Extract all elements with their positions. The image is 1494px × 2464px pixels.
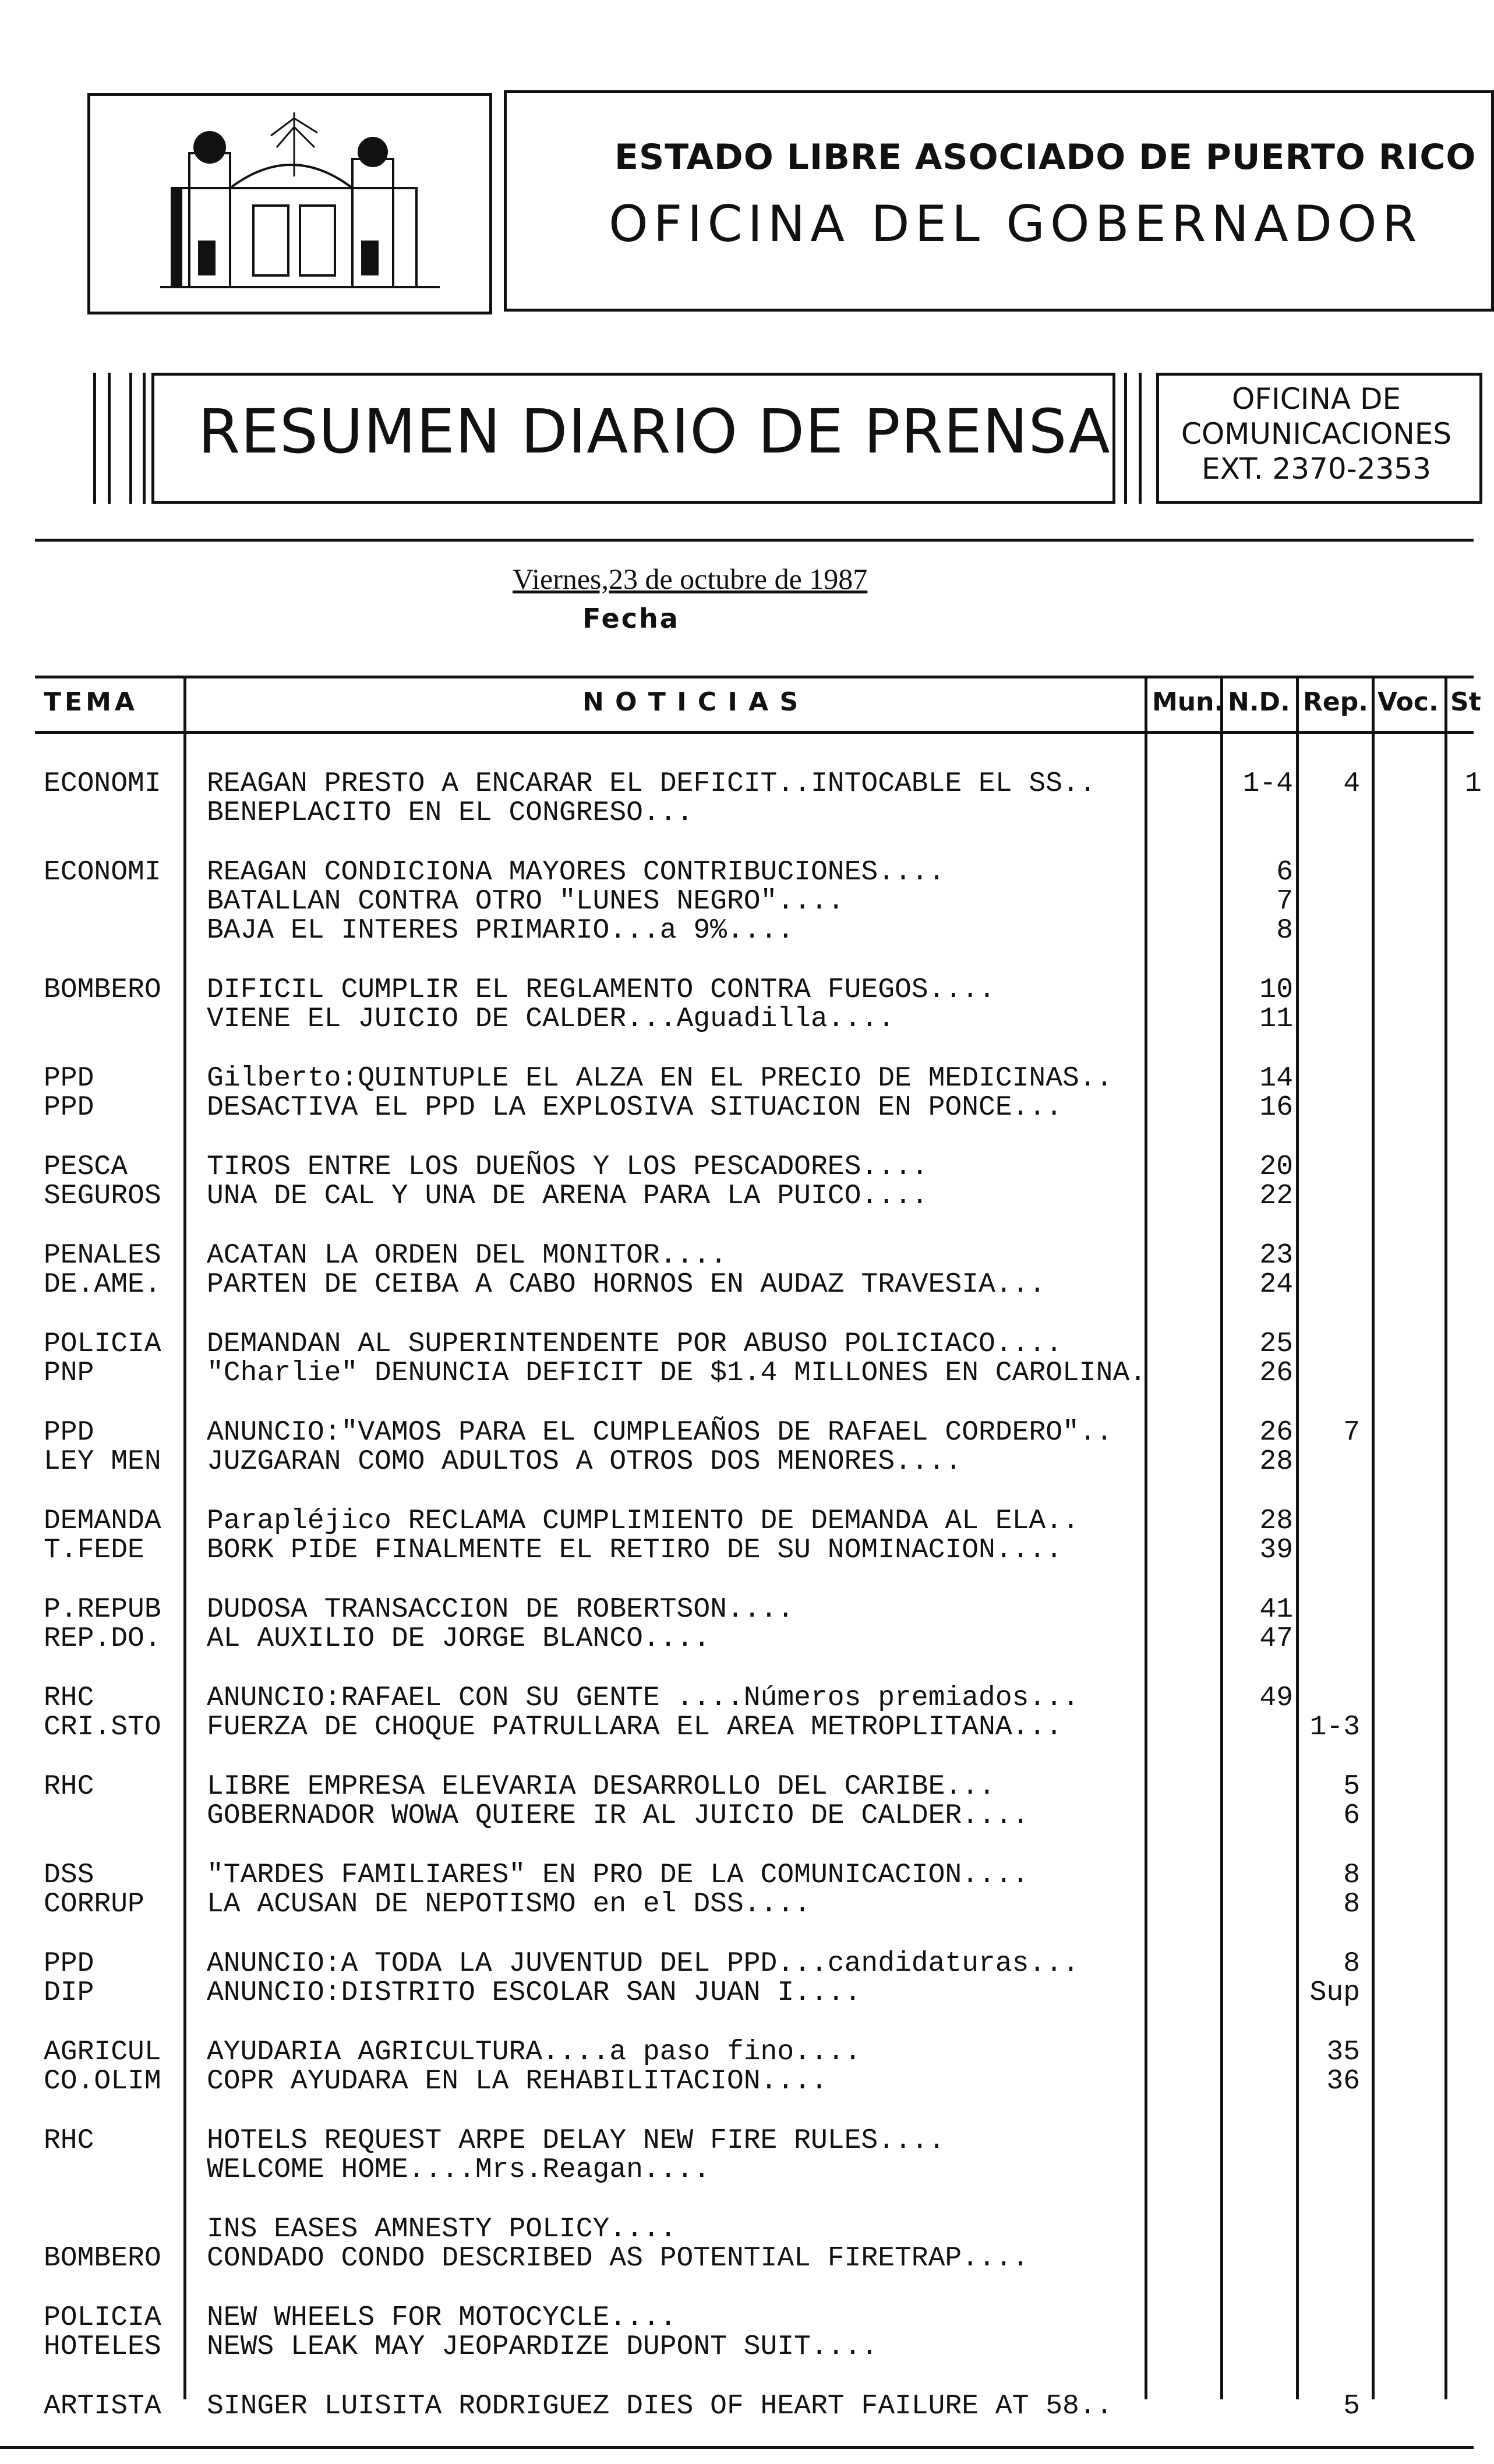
row-headline: GOBERNADOR WOWA QUIERE IR AL JUICIO DE CALDER.... — [207, 1800, 1029, 1832]
row-tema: PPD — [44, 1948, 94, 1979]
row-headline: AYUDARIA AGRICULTURA....a paso fino.... — [207, 2037, 861, 2068]
row-tema: PPD — [44, 1417, 94, 1448]
row-headline: ANUNCIO:DISTRITO ESCOLAR SAN JUAN I.... — [207, 1977, 861, 2009]
right-bar-2 — [1139, 373, 1142, 504]
row-tema: DSS — [44, 1860, 94, 1891]
row-tema: PPD — [44, 1063, 94, 1094]
col-divider-tema — [183, 676, 186, 2399]
row-headline: PARTEN DE CEIBA A CABO HORNOS EN AUDAZ TRAVESIA... — [207, 1269, 1046, 1300]
row-tema: LEY MEN — [44, 1446, 161, 1477]
row-headline: ANUNCIO:A TODA LA JUVENTUD DEL PPD...candidaturas... — [207, 1948, 1079, 1979]
row-tema: PNP — [44, 1358, 94, 1389]
row-tema: ARTISTA — [44, 2391, 161, 2422]
row-nd-page: 20 — [1259, 1151, 1293, 1183]
row-rep-page: 8 — [1343, 1948, 1360, 1979]
row-rep-page: 5 — [1343, 1771, 1360, 1802]
row-headline: "Charlie" DENUNCIA DEFICIT DE $1.4 MILLONES EN CAROLINA. — [207, 1358, 1147, 1389]
row-tema: REP.DO. — [44, 1623, 161, 1655]
row-tema: ECONOMI — [44, 857, 161, 888]
comm-line-2: COMUNICACIONES — [1181, 417, 1452, 451]
col-divider-noticias — [1145, 676, 1147, 2399]
row-tema: RHC — [44, 2125, 94, 2157]
row-headline: CONDADO CONDO DESCRIBED AS POTENTIAL FIRETRAP.... — [207, 2243, 1029, 2274]
row-tema: PENALES — [44, 1240, 161, 1271]
left-bar-4 — [143, 373, 146, 504]
row-tema: POLICIA — [44, 2302, 161, 2334]
comm-line-3: EXT. 2370-2353 — [1202, 452, 1431, 486]
row-headline: LIBRE EMPRESA ELEVARIA DESARROLLO DEL CARIBE... — [207, 1771, 995, 1802]
row-nd-page: 39 — [1259, 1535, 1293, 1566]
table-bottom-rule — [0, 2446, 1474, 2449]
row-headline: "TARDES FAMILIARES" EN PRO DE LA COMUNICACION.... — [207, 1860, 1029, 1891]
row-rep-page: 6 — [1343, 1800, 1360, 1832]
row-headline: ANUNCIO:RAFAEL CON SU GENTE ....Números premiados... — [207, 1682, 1079, 1714]
row-headline: BAJA EL INTERES PRIMARIO...a 9%.... — [207, 915, 794, 946]
table-header-rule — [35, 731, 1474, 734]
row-headline: VIENE EL JUICIO DE CALDER...Aguadilla.... — [207, 1003, 895, 1035]
row-rep-page: 8 — [1343, 1889, 1360, 1920]
col-divider-voc — [1444, 676, 1447, 2399]
row-nd-page: 23 — [1259, 1240, 1293, 1271]
row-nd-page: 25 — [1259, 1328, 1293, 1360]
row-headline: COPR AYUDARA EN LA REHABILITACION.... — [207, 2066, 828, 2097]
row-nd-page: 24 — [1259, 1269, 1293, 1300]
row-headline: INS EASES AMNESTY POLICY.... — [207, 2214, 677, 2245]
row-nd-page: 11 — [1259, 1003, 1293, 1035]
row-tema: RHC — [44, 1682, 94, 1714]
row-nd-page: 28 — [1259, 1505, 1293, 1537]
row-tema: DE.AME. — [44, 1269, 161, 1300]
row-rep-page: 5 — [1343, 2391, 1360, 2422]
row-headline: BATALLAN CONTRA OTRO "LUNES NEGRO".... — [207, 886, 845, 917]
row-headline: LA ACUSAN DE NEPOTISMO en el DSS.... — [207, 1889, 811, 1920]
row-tema: DIP — [44, 1977, 94, 2009]
row-headline: REAGAN CONDICIONA MAYORES CONTRIBUCIONES.... — [207, 857, 945, 888]
state-name: ESTADO LIBRE ASOCIADO DE PUERTO RICO — [614, 137, 1477, 178]
row-headline: BENEPLACITO EN EL CONGRESO... — [207, 797, 694, 829]
row-headline: ACATAN LA ORDEN DEL MONITOR.... — [207, 1240, 727, 1271]
col-divider-rep — [1372, 676, 1375, 2399]
row-nd-page: 26 — [1259, 1417, 1293, 1448]
date-label: Fecha — [582, 603, 680, 634]
row-nd-page: 10 — [1259, 974, 1293, 1006]
row-tema: PPD — [44, 1092, 94, 1123]
row-headline: HOTELS REQUEST ARPE DELAY NEW FIRE RULES.... — [207, 2125, 945, 2157]
row-nd-page: 26 — [1259, 1358, 1293, 1389]
col-header-tema: TEMA — [44, 687, 138, 717]
row-headline: SINGER LUISITA RODRIGUEZ DIES OF HEART FAILURE AT 58.. — [207, 2391, 1113, 2422]
row-tema: DEMANDA — [44, 1505, 161, 1537]
row-tema: SEGUROS — [44, 1180, 161, 1212]
row-headline: Parapléjico RECLAMA CUMPLIMIENTO DE DEMANDA AL ELA.. — [207, 1505, 1079, 1537]
col-header-noticias: N O T I C I A S — [582, 687, 800, 717]
row-headline: UNA DE CAL Y UNA DE ARENA PARA LA PUICO.... — [207, 1180, 928, 1212]
row-headline: NEWS LEAK MAY JEOPARDIZE DUPONT SUIT.... — [207, 2331, 878, 2363]
row-nd-page: 7 — [1276, 886, 1293, 917]
row-nd-page: 16 — [1259, 1092, 1293, 1123]
row-headline: WELCOME HOME....Mrs.Reagan.... — [207, 2154, 711, 2186]
row-nd-page: 6 — [1276, 857, 1293, 888]
row-nd-page: 49 — [1259, 1682, 1293, 1714]
row-tema: CO.OLIM — [44, 2066, 161, 2097]
row-tema: BOMBERO — [44, 974, 161, 1006]
row-headline: NEW WHEELS FOR MOTOCYCLE.... — [207, 2302, 677, 2334]
row-headline: FUERZA DE CHOQUE PATRULLARA EL AREA METROPLITANA... — [207, 1712, 1063, 1743]
building-seal-image — [102, 107, 510, 293]
row-nd-page: 41 — [1259, 1594, 1293, 1625]
col-header-voc: Voc. — [1378, 687, 1439, 717]
row-headline: DIFICIL CUMPLIR EL REGLAMENTO CONTRA FUEGOS.... — [207, 974, 995, 1006]
row-headline: JUZGARAN COMO ADULTOS A OTROS DOS MENORES.... — [207, 1446, 962, 1477]
page-title: RESUMEN DIARIO DE PRENSA — [198, 396, 1111, 467]
row-headline: Gilberto:QUINTUPLE EL ALZA EN EL PRECIO DE MEDICINAS.. — [207, 1063, 1113, 1094]
right-bar-1 — [1124, 373, 1127, 504]
row-rep-page: 8 — [1343, 1860, 1360, 1891]
row-tema: AGRICUL — [44, 2037, 161, 2068]
row-headline: DUDOSA TRANSACCION DE ROBERTSON.... — [207, 1594, 794, 1625]
date-line — [513, 562, 867, 596]
left-bar-3 — [129, 373, 132, 504]
left-bar-1 — [93, 373, 96, 504]
row-nd-page: 47 — [1259, 1623, 1293, 1655]
row-headline: DESACTIVA EL PPD LA EXPLOSIVA SITUACION EN PONCE... — [207, 1092, 1063, 1123]
row-headline: BORK PIDE FINALMENTE EL RETIRO DE SU NOMINACION.... — [207, 1535, 1063, 1566]
row-rep-page: 1-3 — [1309, 1712, 1360, 1743]
row-tema: CRI.STO — [44, 1712, 161, 1743]
col-header-st: St — [1450, 687, 1481, 717]
office-name: OFICINA DEL GOBERNADOR — [609, 195, 1422, 253]
row-tema: P.REPUB — [44, 1594, 161, 1625]
row-rep-page: 35 — [1326, 2037, 1360, 2068]
row-st-page: 1 — [1465, 768, 1482, 800]
seal-box — [87, 93, 492, 314]
col-header-rep: Rep. — [1303, 687, 1368, 717]
row-nd-page: 8 — [1276, 915, 1293, 946]
row-tema: CORRUP — [44, 1889, 144, 1920]
comm-line-1: OFICINA DE — [1231, 382, 1401, 416]
col-header-mun: Mun. — [1152, 687, 1224, 717]
left-bar-2 — [108, 373, 111, 504]
row-rep-page: 36 — [1326, 2066, 1360, 2097]
row-rep-page: Sup — [1309, 1977, 1360, 2009]
col-divider-nd — [1296, 676, 1299, 2399]
row-tema: POLICIA — [44, 1328, 161, 1360]
row-rep-page: 7 — [1343, 1417, 1360, 1448]
row-nd-page: 1-4 — [1242, 768, 1293, 800]
table-top-rule — [35, 676, 1474, 678]
communications-info — [1159, 381, 1474, 486]
row-tema: T.FEDE — [44, 1535, 144, 1566]
row-nd-page: 14 — [1259, 1063, 1293, 1094]
row-tema: RHC — [44, 1771, 94, 1802]
row-headline: REAGAN PRESTO A ENCARAR EL DEFICIT..INTOCABLE EL SS.. — [207, 768, 1096, 800]
row-nd-page: 28 — [1259, 1446, 1293, 1477]
row-tema: BOMBERO — [44, 2243, 161, 2274]
row-rep-page: 4 — [1343, 768, 1360, 800]
date-value: Viernes,23 de octubre de 1987 — [513, 563, 868, 595]
row-tema: ECONOMI — [44, 768, 161, 800]
row-tema: PESCA — [44, 1151, 128, 1183]
row-tema: HOTELES — [44, 2331, 161, 2363]
row-headline: TIROS ENTRE LOS DUEÑOS Y LOS PESCADORES.... — [207, 1151, 928, 1183]
header-rule — [35, 539, 1474, 542]
col-header-nd: N.D. — [1228, 687, 1290, 717]
row-headline: DEMANDAN AL SUPERINTENDENTE POR ABUSO POLICIACO.... — [207, 1328, 1063, 1360]
row-nd-page: 22 — [1259, 1180, 1293, 1212]
row-headline: ANUNCIO:"VAMOS PARA EL CUMPLEAÑOS DE RAFAEL CORDERO".. — [207, 1417, 1113, 1448]
row-headline: AL AUXILIO DE JORGE BLANCO.... — [207, 1623, 711, 1655]
